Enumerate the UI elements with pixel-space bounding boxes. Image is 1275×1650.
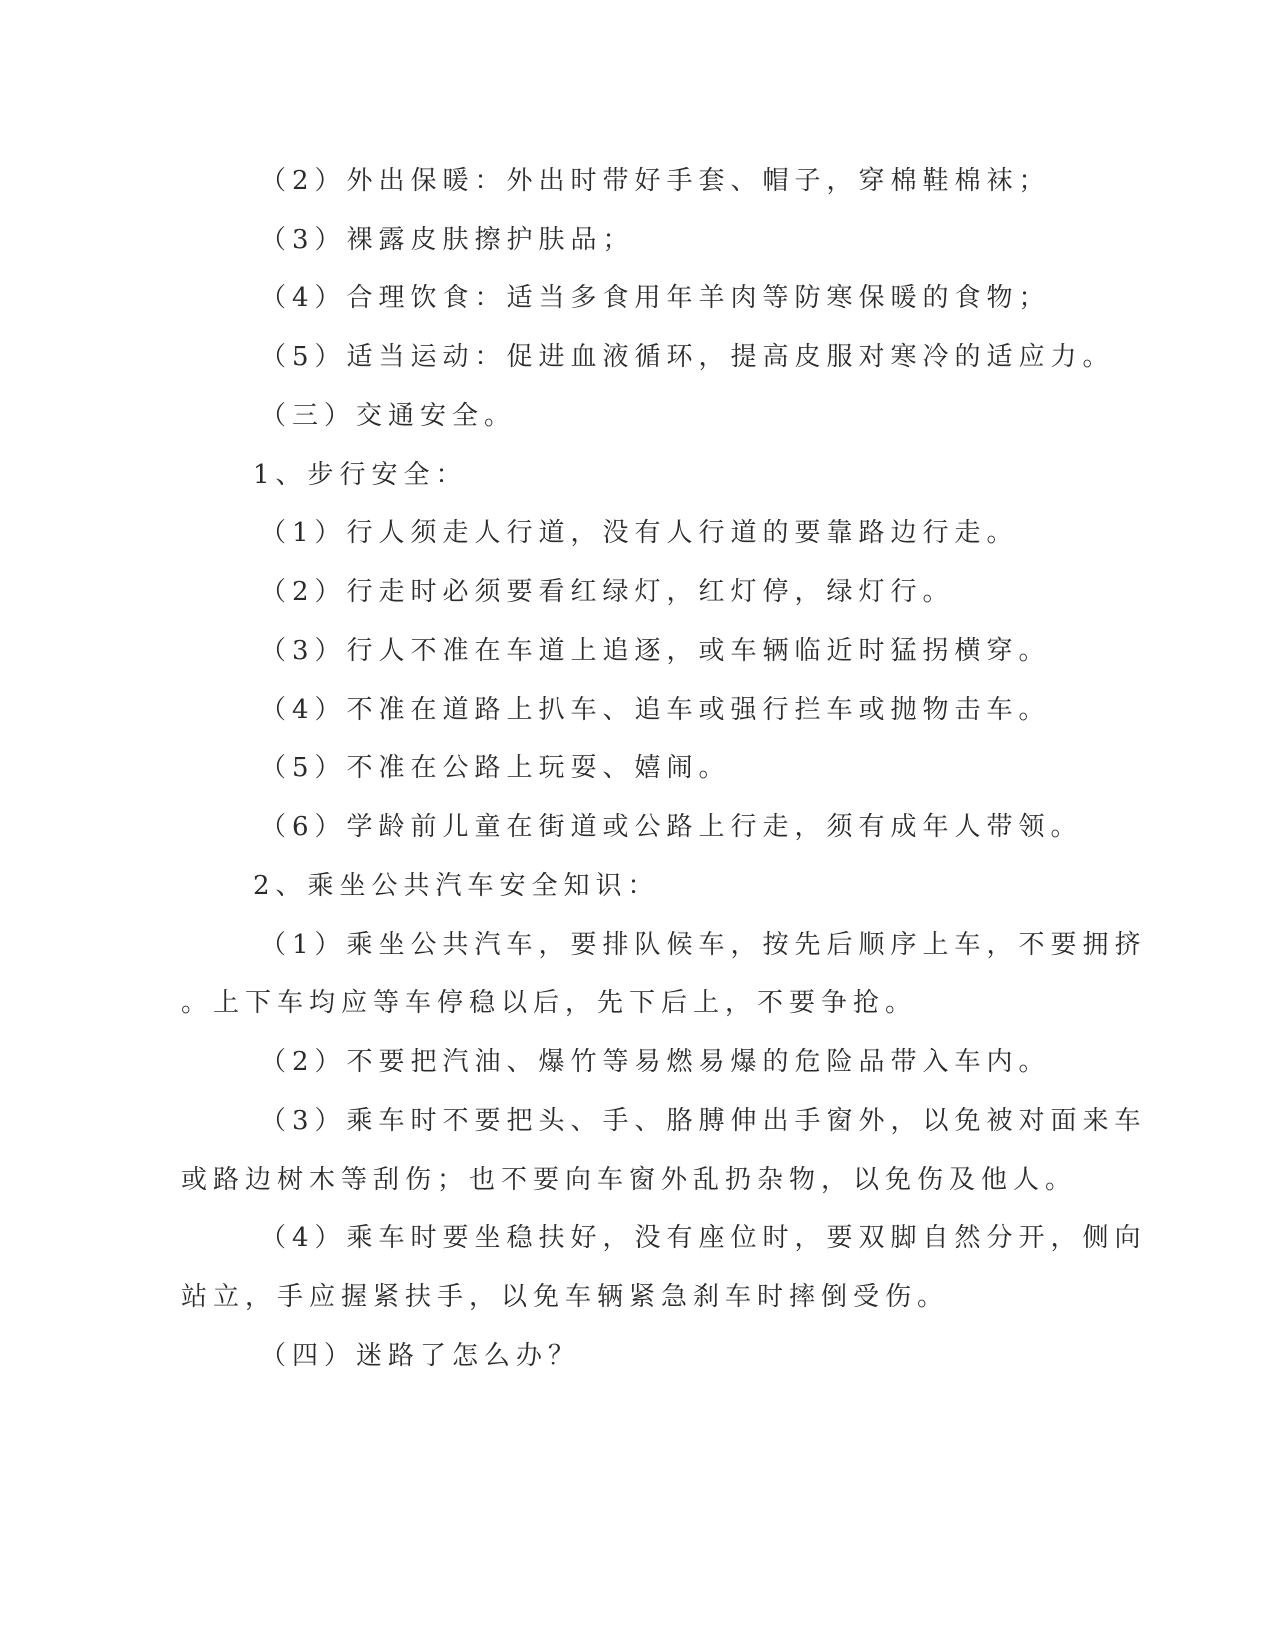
paragraph-line: （4）乘车时要坐稳扶好，没有座位时，要双脚自然分开，侧向 [260,1223,1147,1253]
paragraph-line: （2）不要把汽油、爆竹等易燃易爆的危险品带入车内。 [260,1047,1051,1077]
paragraph-line: （3）行人不准在车道上追逐，或车辆临近时猛拐横穿。 [260,636,1051,666]
paragraph-line: （1）乘坐公共汽车，要排队候车，按先后顺序上车，不要拥挤 [260,930,1147,960]
paragraph-line: （2）行走时必须要看红绿灯，红灯停，绿灯行。 [260,577,955,607]
paragraph-line: 。上下车均应等车停稳以后，先下后上，不要争抢。 [181,988,918,1018]
section-heading: （四）迷路了怎么办？ [260,1341,581,1371]
paragraph-line: 或路边树木等刮伤；也不要向车窗外乱扔杂物，以免伤及他人。 [181,1165,1078,1195]
subsection-heading: 1、步行安全： [253,460,468,490]
paragraph-line: （3）乘车时不要把头、手、胳膊伸出手窗外，以免被对面来车 [260,1106,1147,1136]
paragraph-line: （2）外出保暖：外出时带好手套、帽子，穿棉鞋棉袜； [260,166,1051,196]
paragraph-line: （1）行人须走人行道，没有人行道的要靠路边行走。 [260,518,1019,548]
subsection-heading: 2、乘坐公共汽车安全知识： [253,871,660,901]
paragraph-line: （5）不准在公路上玩耍、嬉闹。 [260,753,731,783]
section-heading: （三）交通安全。 [260,401,517,431]
paragraph-line: （4）不准在道路上扒车、追车或强行拦车或抛物击车。 [260,695,1051,725]
paragraph-line: （6）学龄前儿童在街道或公路上行走，须有成年人带领。 [260,812,1083,842]
paragraph-line: （5）适当运动：促进血液循环，提高皮服对寒冷的适应力。 [260,342,1115,372]
paragraph-line: 站立，手应握紧扶手，以免车辆紧急刹车时摔倒受伤。 [181,1282,950,1312]
paragraph-line: （3）裸露皮肤擦护肤品； [260,225,635,255]
paragraph-line: （4）合理饮食：适当多食用年羊肉等防寒保暖的食物； [260,283,1051,313]
